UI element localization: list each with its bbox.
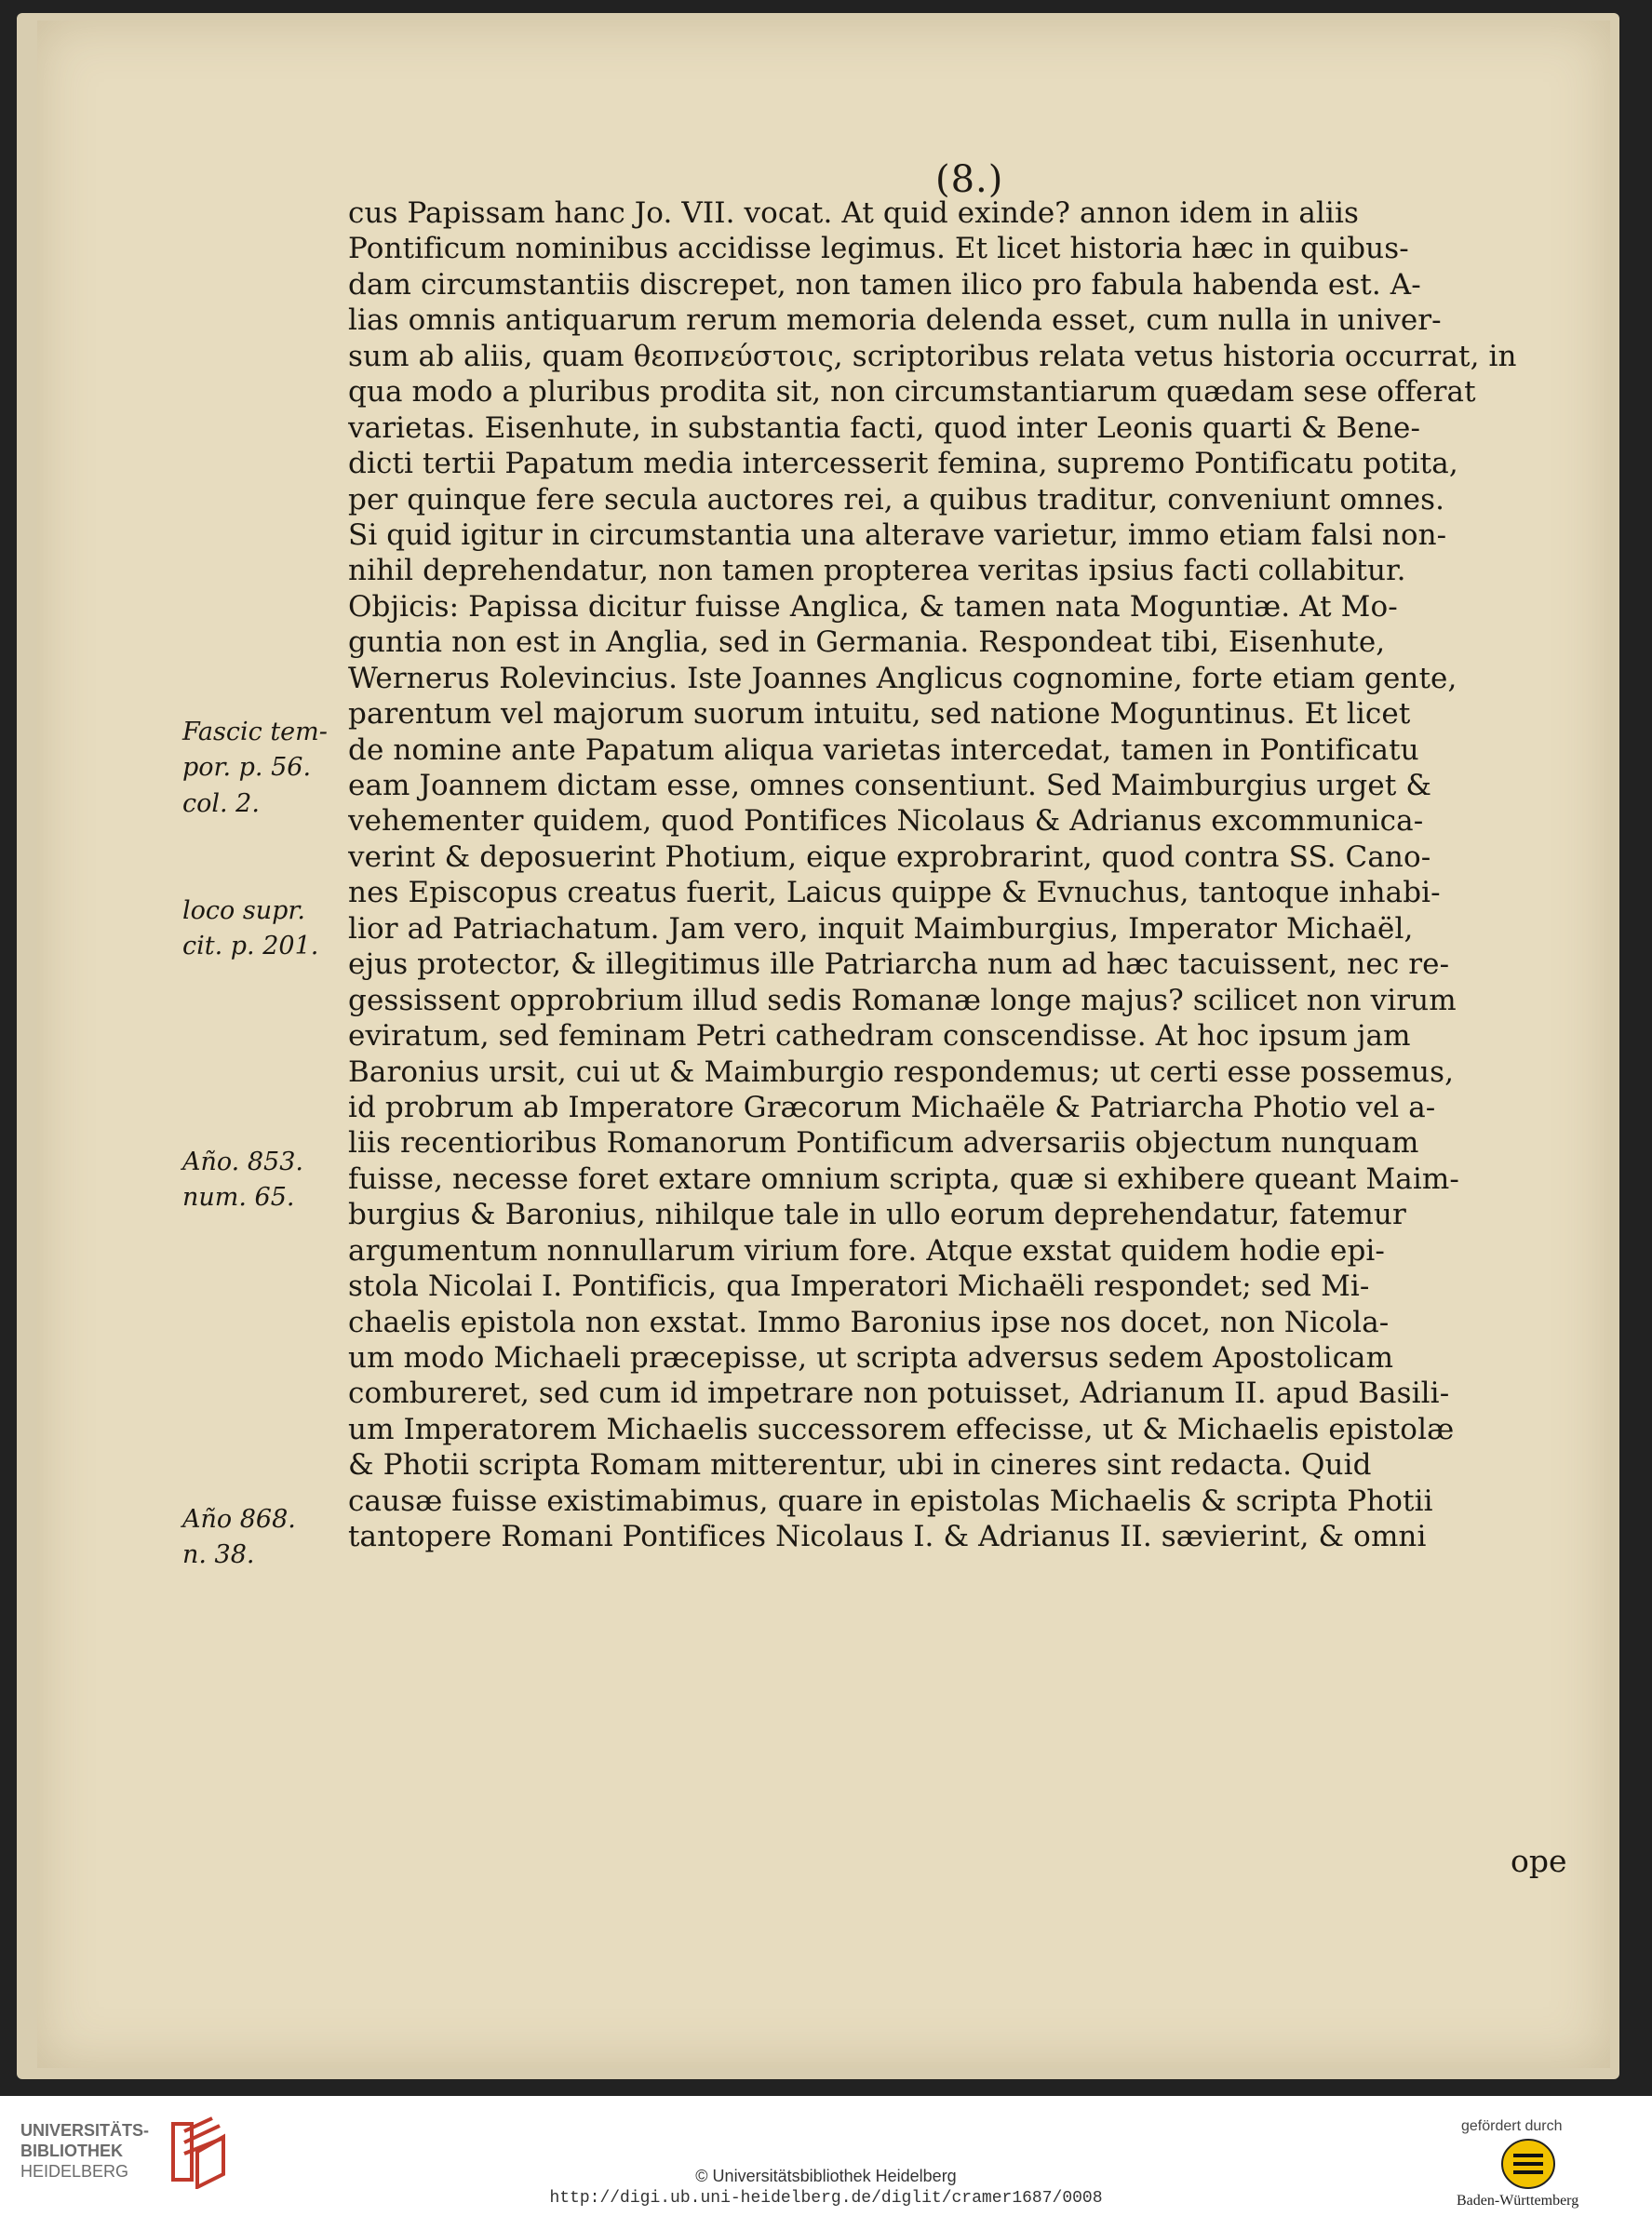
text-line: id probrum ab Imperatore Græcorum Michaële & Patriarcha Photio vel a- bbox=[348, 1090, 1436, 1124]
marginal-note-line: Año. 853. bbox=[182, 1148, 303, 1176]
text-line: argumentum nonnullarum virium fore. Atque exstat quidem hodie epi- bbox=[348, 1233, 1385, 1268]
marginal-note-line: num. 65. bbox=[182, 1183, 295, 1213]
text-line: per quinque fere secula auctores rei, a quibus traditur, conveniunt omnes. bbox=[348, 482, 1445, 517]
text-line: eam Joannem dictam esse, omnes consentiunt. Sed Maimburgius urget & bbox=[348, 769, 1432, 802]
text-line: chaelis epistola non exstat. Immo Baronius ipse nos docet, non Nicola- bbox=[348, 1305, 1390, 1339]
text-line: nihil deprehendatur, non tamen propterea veritas ipsius facti collabitur. bbox=[348, 554, 1406, 588]
library-name-line: HEIDELBERG bbox=[20, 2162, 129, 2181]
permalink-url[interactable]: http://digi.ub.uni-heidelberg.de/diglit/cramer1687/0008 bbox=[549, 2189, 1103, 2208]
funder-name: Baden-Württemberg bbox=[1457, 2193, 1579, 2209]
copyright-notice: © Universitätsbibliothek Heidelberg bbox=[695, 2167, 957, 2185]
text-line: gessissent opprobrium illud sedis Romanæ longe majus? scilicet non virum bbox=[348, 983, 1457, 1017]
library-name-line: UNIVERSITÄTS- bbox=[20, 2121, 150, 2140]
text-line: verint & deposuerint Photium, eique exprobrarint, quod contra SS. Cano- bbox=[348, 839, 1431, 874]
funded-by-label: gefördert durch bbox=[1461, 2118, 1563, 2134]
text-line: cus Papissam hanc Jo. VII. vocat. At quid exinde? annon idem in aliis bbox=[348, 196, 1359, 230]
text-line: Wernerus Rolevincius. Iste Joannes Anglicus cognomine, forte etiam gente, bbox=[348, 661, 1457, 695]
marginal-note-line: Año 868. bbox=[182, 1505, 296, 1534]
text-line: stola Nicolai I. Pontificis, qua Imperatori Michaëli respondet; sed Mi- bbox=[348, 1269, 1370, 1304]
text-line: sum ab aliis, quam θεοπνεύστοις, scriptoribus relata vetus historia occurrat, in bbox=[348, 339, 1517, 373]
text-line: vehementer quidem, quod Pontifices Nicolaus & Adrianus excommunica- bbox=[348, 804, 1424, 839]
marginal-note-line: por. p. 56. bbox=[182, 753, 312, 783]
text-line: lias omnis antiquarum rerum memoria delenda esset, cum nulla in univer- bbox=[348, 303, 1442, 338]
text-line: um modo Michaeli præcepisse, ut scripta adversus sedem Apostolicam bbox=[348, 1341, 1394, 1375]
marginal-note-line: cit. p. 201. bbox=[182, 932, 319, 961]
marginal-note bbox=[182, 893, 345, 965]
text-line: Pontificum nominibus accidisse legimus. Et licet historia hæc in quibus- bbox=[348, 232, 1409, 266]
text-line: fuisse, necesse foret extare omnium scripta, quæ si exhibere queant Maim- bbox=[348, 1162, 1459, 1196]
text-line: qua modo a pluribus prodita sit, non circumstantiarum quædam sese offerat bbox=[348, 375, 1476, 410]
marginal-note-line: Fascic tem- bbox=[182, 718, 328, 746]
library-name-line: BIBLIOTHEK bbox=[20, 2142, 123, 2160]
text-line: causæ fuisse existimabimus, quare in epistolas Michaelis & scripta Photii bbox=[348, 1484, 1433, 1518]
text-line: ejus protector, & illegitimus ille Patriarcha num ad hæc tacuissent, nec re- bbox=[348, 947, 1450, 982]
marginal-note bbox=[182, 715, 345, 822]
text-line: varietas. Eisenhute, in substantia facti, quod inter Leonis quarti & Bene- bbox=[348, 410, 1421, 445]
text-line: Si quid igitur in circumstantia una alterave varietur, immo etiam falsi non- bbox=[348, 517, 1447, 552]
marginal-note bbox=[182, 1502, 345, 1574]
text-line: nes Episcopus creatus fuerit, Laicus quippe & Evnuchus, tantoque inhabi- bbox=[348, 876, 1441, 910]
marginal-note-line: n. 38. bbox=[182, 1540, 255, 1570]
coat-of-arms-icon bbox=[1500, 2137, 1556, 2191]
marginal-note bbox=[182, 1145, 345, 1216]
text-line: Objicis: Papissa dicitur fuisse Anglica, & tamen nata Moguntiæ. At Mo- bbox=[348, 589, 1398, 624]
text-line: liis recentioribus Romanorum Pontificum adversariis objectum nunquam bbox=[348, 1126, 1419, 1161]
text-line: lior ad Patriachatum. Jam vero, inquit Maimburgius, Imperator Michaël, bbox=[348, 911, 1414, 946]
marginal-note-line: loco supr. bbox=[182, 896, 305, 925]
text-line: & Photii scripta Romam mitterentur, ubi in cineres sint redacta. Quid bbox=[348, 1448, 1372, 1483]
text-line: dicti tertii Papatum media intercesserit femina, supremo Pontificatu potita, bbox=[348, 447, 1458, 481]
text-line: Baronius ursit, cui ut & Maimburgio respondemus; ut certi esse possemus, bbox=[348, 1054, 1455, 1089]
viewer-footer bbox=[0, 2096, 1652, 2216]
text-line: parentum vel majorum suorum intuitu, sed natione Moguntinus. Et licet bbox=[348, 697, 1411, 732]
text-line: burgius & Baronius, nihilque tale in ullo eorum deprehendatur, fatemur bbox=[348, 1198, 1406, 1232]
body-text bbox=[348, 195, 1572, 1555]
text-line: guntia non est in Anglia, sed in Germania. Respondeat tibi, Eisenhute, bbox=[348, 625, 1386, 660]
text-line: de nomine ante Papatum aliqua varietas intercedat, tamen in Pontificatu bbox=[348, 732, 1419, 767]
text-line: dam circumstantiis discrepet, non tamen ilico pro fabula habenda est. A- bbox=[348, 267, 1421, 302]
text-line: eviratum, sed feminam Petri cathedram conscendisse. At hoc ipsum jam bbox=[348, 1019, 1411, 1054]
page-number: (8.) bbox=[935, 158, 1004, 201]
text-line: um Imperatorem Michaelis successorem effecisse, ut & Michaelis epistolæ bbox=[348, 1412, 1455, 1446]
text-line: tantopere Romani Pontifices Nicolaus I. & Adrianus II. sævierint, & omni bbox=[348, 1520, 1427, 1554]
text-line: combureret, sed cum id impetrare non potuisset, Adrianum II. apud Basili- bbox=[348, 1377, 1450, 1411]
catchword: ope bbox=[1511, 1843, 1567, 1879]
marginal-note-line: col. 2. bbox=[182, 788, 260, 818]
